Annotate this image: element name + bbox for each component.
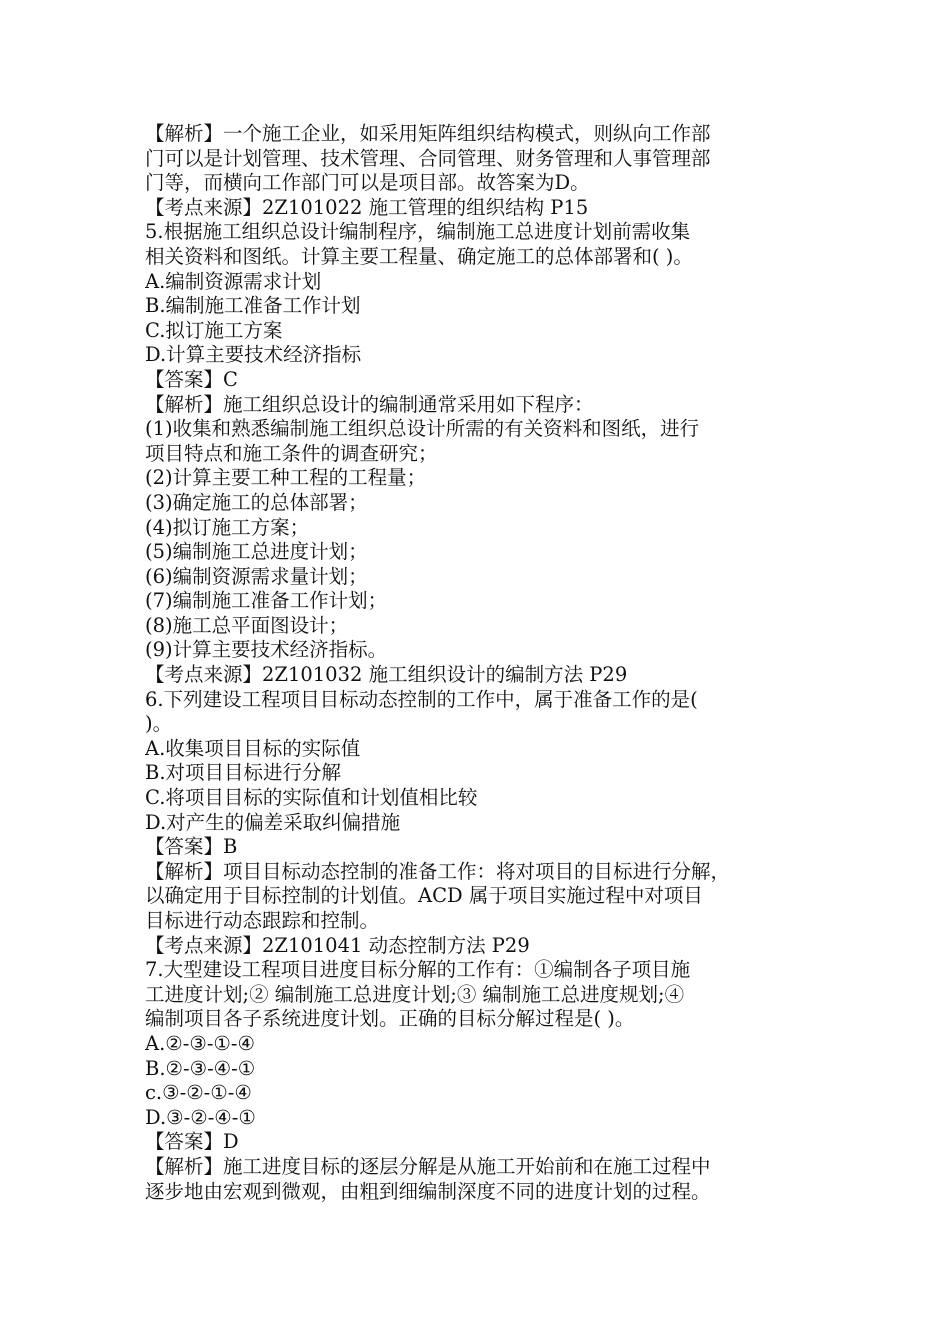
question-5-option-d: D.计算主要技术经济指标 bbox=[145, 343, 362, 367]
question-6-option-c: C.将项目目标的实际值和计划值相比较 bbox=[145, 786, 478, 810]
question-7-stem: 编制项目各子系统进度计划。正确的目标分解过程是( )。 bbox=[145, 1007, 635, 1031]
question-6-explanation: 目标进行动态跟踪和控制。 bbox=[145, 909, 380, 932]
question-5-option-c: C.拟订施工方案 bbox=[145, 318, 283, 342]
explanation-step: (9)计算主要技术经济指标。 bbox=[145, 638, 388, 662]
question-7-stem: 工进度计划;② 编制施工总进度计划;③ 编制施工总进度规划;④ bbox=[145, 982, 685, 1006]
text-line: 【解析】一个施工企业，如采用矩阵组织结构模式，则纵向工作部 bbox=[145, 122, 711, 145]
source-line: 【考点来源】2Z101041 动态控制方法 P29 bbox=[145, 933, 530, 957]
question-5-answer: 【答案】C bbox=[145, 367, 238, 391]
question-6-stem: 6.下列建设工程项目目标动态控制的工作中，属于准备工作的是( bbox=[145, 687, 698, 711]
question-7-answer: 【答案】D bbox=[145, 1130, 239, 1154]
question-5-option-b: B.编制施工准备工作计划 bbox=[145, 294, 361, 318]
explanation-step: (1)收集和熟悉编制施工组织总设计所需的有关资料和图纸，进行 bbox=[145, 417, 700, 441]
explanation-step: (2)计算主要工种工程的工程量； bbox=[145, 466, 427, 490]
question-5-stem: 相关资料和图纸。计算主要工程量、确定施工的总体部署和( )。 bbox=[145, 244, 693, 268]
question-5-stem: 5.根据施工组织总设计编制程序，编制施工总进度计划前需收集 bbox=[145, 220, 691, 244]
question-6-option-a: A.收集项目目标的实际值 bbox=[145, 736, 361, 760]
explanation-step: (4)拟订施工方案； bbox=[145, 515, 310, 539]
question-6-answer: 【答案】B bbox=[145, 835, 238, 859]
explanation-step: 项目特点和施工条件的调查研究； bbox=[145, 441, 438, 465]
question-6-explanation: 【解析】项目目标动态控制的准备工作：将对项目的目标进行分解， bbox=[145, 859, 731, 883]
explanation-step: (7)编制施工准备工作计划； bbox=[145, 589, 388, 613]
question-7-option-c: c.③-②-①-④ bbox=[145, 1081, 252, 1105]
question-7-explanation: 【解析】施工进度目标的逐层分解是从施工开始前和在施工过程中 bbox=[145, 1154, 711, 1178]
explanation-step: (8)施工总平面图设计； bbox=[145, 613, 349, 637]
question-7-option-d: D.③-②-④-① bbox=[145, 1105, 256, 1129]
question-7-explanation: 逐步地由宏观到微观，由粗到细编制深度不同的进度计划的过程。 bbox=[145, 1179, 711, 1203]
question-5-option-a: A.编制资源需求计划 bbox=[145, 269, 322, 293]
explanation-step: (3)确定施工的总体部署； bbox=[145, 490, 368, 514]
question-5-explanation: 【解析】施工组织总设计的编制通常采用如下程序： bbox=[145, 392, 594, 416]
explanation-step: (5)编制施工总进度计划； bbox=[145, 540, 368, 564]
question-6-option-d: D.对产生的偏差采取纠偏措施 bbox=[145, 810, 401, 834]
question-6-option-b: B.对项目目标进行分解 bbox=[145, 761, 342, 785]
question-7-option-a: A.②-③-①-④ bbox=[145, 1031, 255, 1055]
document-body bbox=[145, 122, 813, 1204]
text-line: 门可以是计划管理、技术管理、合同管理、财务管理和人事管理部 bbox=[145, 146, 711, 170]
question-7-stem: 7.大型建设工程项目进度目标分解的工作有：①编制各子项目施 bbox=[145, 958, 691, 982]
source-line: 【考点来源】2Z101022 施工管理的组织结构 P15 bbox=[145, 195, 589, 219]
question-6-stem: )。 bbox=[145, 712, 173, 736]
explanation-step: (6)编制资源需求量计划； bbox=[145, 564, 368, 588]
question-6-explanation: 以确定用于目标控制的计划值。ACD 属于项目实施过程中对项目 bbox=[145, 884, 703, 908]
text-line: 门等，而横向工作部门可以是项目部。故答案为D。 bbox=[145, 171, 590, 195]
question-7-option-b: B.②-③-④-① bbox=[145, 1056, 256, 1080]
source-line: 【考点来源】2Z101032 施工组织设计的编制方法 P29 bbox=[145, 663, 628, 687]
